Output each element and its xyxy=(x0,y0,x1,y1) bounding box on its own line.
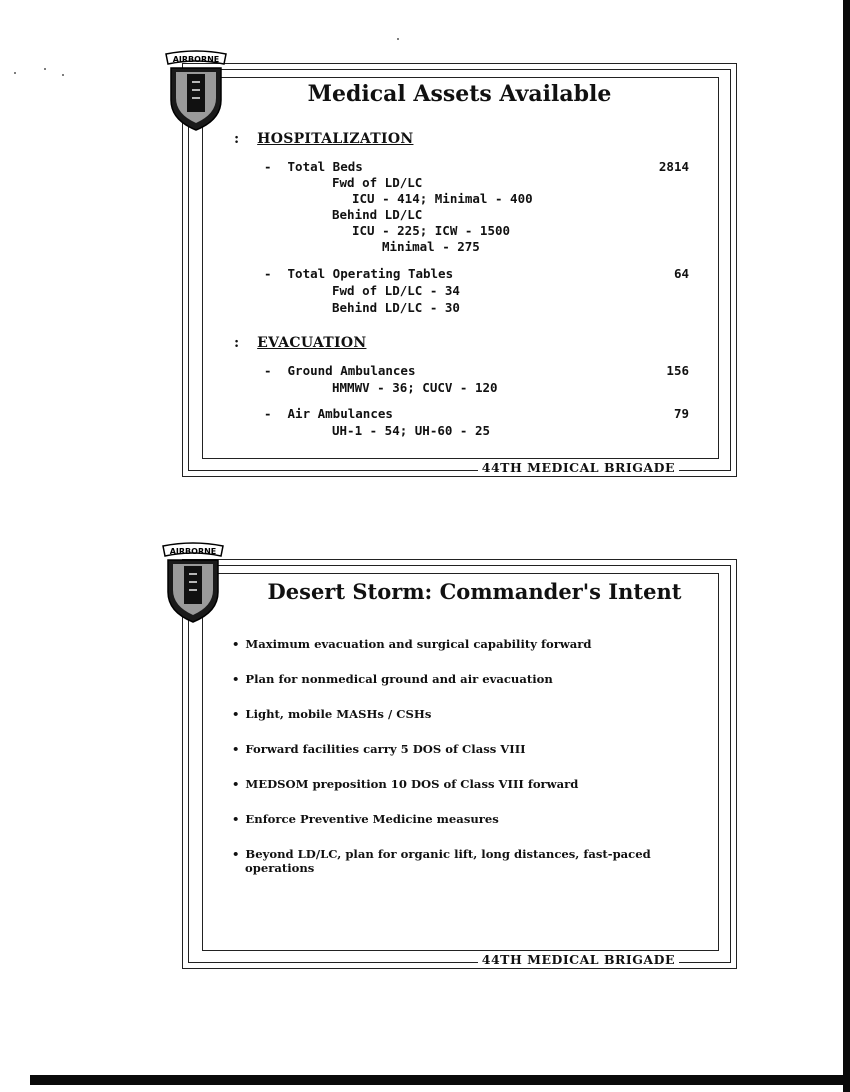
slide-medical-assets xyxy=(182,63,737,477)
ground-ambulances-label: - Ground Ambulances xyxy=(288,363,415,378)
intent-bullet: • MEDSOM preposition 10 DOS of Class VIII forward xyxy=(232,777,702,791)
total-beds-row xyxy=(288,159,689,174)
intent-bullet: • Forward facilities carry 5 DOS of Class VIII xyxy=(232,742,702,756)
beds-detail-line: Behind LD/LC xyxy=(332,207,423,222)
total-tables-value: 64 xyxy=(673,266,689,281)
total-tables-row xyxy=(288,266,689,281)
slide-footer: 44TH MEDICAL BRIGADE xyxy=(478,952,679,967)
beds-detail-line: ICU - 225; ICW - 1500 xyxy=(352,223,511,238)
tables-detail-line: Behind LD/LC - 30 xyxy=(332,300,460,315)
total-tables-label: - Total Operating Tables xyxy=(288,266,453,281)
scan-speck xyxy=(62,74,64,76)
airborne-shield-emblem xyxy=(160,542,226,624)
section-bullet: : xyxy=(234,335,240,351)
air-ambulances-value: 79 xyxy=(673,406,689,421)
airborne-shield-emblem xyxy=(163,50,229,132)
svg-text:AIRBORNE: AIRBORNE xyxy=(169,547,217,556)
intent-bullet: • Light, mobile MASHs / CSHs xyxy=(232,707,702,721)
slide-title: Medical Assets Available xyxy=(307,81,612,107)
intent-bullet: • Maximum evacuation and surgical capability forward xyxy=(232,637,702,651)
section-label: EVACUATION xyxy=(257,335,367,351)
section-heading-evacuation xyxy=(234,335,366,351)
beds-detail-line: Minimal - 275 xyxy=(382,239,480,254)
scan-speck xyxy=(397,38,399,40)
intent-bullet-list xyxy=(232,637,702,896)
section-heading-hospitalization xyxy=(234,131,413,147)
page-right-border xyxy=(843,0,850,1092)
intent-bullet: • Beyond LD/LC, plan for organic lift, long distances, fast-paced operations xyxy=(232,847,702,875)
total-beds-label: - Total Beds xyxy=(288,159,363,174)
beds-detail-line: Fwd of LD/LC xyxy=(332,175,423,190)
air-ambulances-label: - Air Ambulances xyxy=(288,406,393,421)
slide-commanders-intent xyxy=(182,559,737,969)
ground-ambulances-value: 156 xyxy=(666,363,689,378)
air-ambulances-row xyxy=(288,406,689,421)
beds-detail-line: ICU - 414; Minimal - 400 xyxy=(352,191,533,206)
section-bullet: : xyxy=(234,131,240,147)
slide-title: Desert Storm: Commander's Intent xyxy=(267,579,682,604)
air-ambulances-detail: UH-1 - 54; UH-60 - 25 xyxy=(332,423,491,438)
scan-speck xyxy=(14,72,16,74)
ground-ambulances-row xyxy=(288,363,689,378)
scan-speck xyxy=(44,68,46,70)
total-beds-value: 2814 xyxy=(658,159,689,174)
intent-bullet: • Plan for nonmedical ground and air evacuation xyxy=(232,672,702,686)
page-bottom-border xyxy=(30,1075,850,1085)
section-label: HOSPITALIZATION xyxy=(257,131,414,147)
tables-detail-line: Fwd of LD/LC - 34 xyxy=(332,283,460,298)
ground-ambulances-detail: HMMWV - 36; CUCV - 120 xyxy=(332,380,498,395)
intent-bullet: • Enforce Preventive Medicine measures xyxy=(232,812,702,826)
svg-text:AIRBORNE: AIRBORNE xyxy=(172,55,220,64)
slide-footer: 44TH MEDICAL BRIGADE xyxy=(478,460,679,475)
